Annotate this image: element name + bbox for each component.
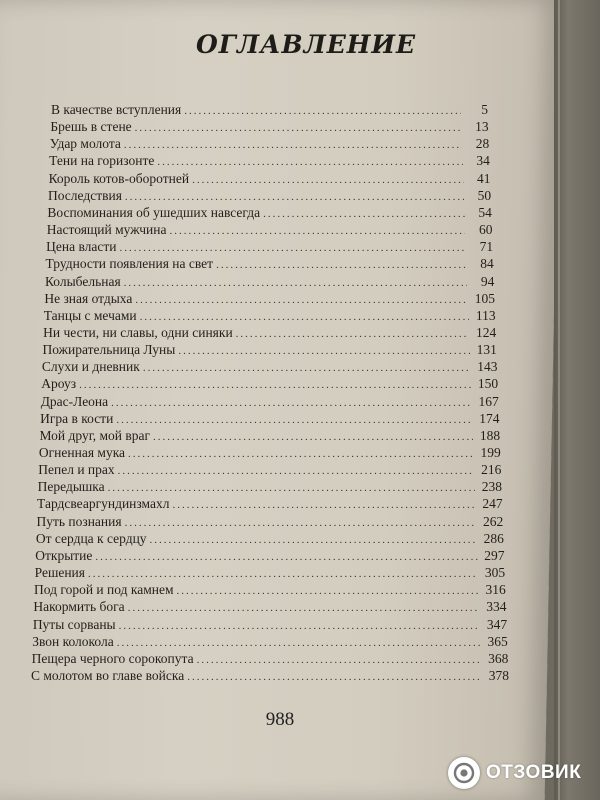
toc-leader-dots [177,584,479,598]
toc-leader-dots [117,636,481,650]
toc-entry-title: Цена власти [46,239,117,255]
toc-entry-title: Передышка [37,479,105,495]
toc-leader-dots [172,498,475,512]
toc-entry [43,323,496,341]
toc-entry-page: 347 [486,616,508,632]
toc-entry-page: 365 [487,633,508,649]
toc-entry-page: 199 [480,445,501,461]
toc-leader-dots [169,224,465,238]
toc-entry-title: Пещера черного сорокопута [31,650,194,666]
toc-entry [31,666,509,684]
toc-leader-dots [119,619,480,633]
toc-leader-dots [124,138,462,152]
toc-entry-page: 34 [476,153,490,169]
toc-entry [38,477,502,495]
toc-leader-dots [236,327,470,341]
toc-leader-dots [135,121,462,135]
toc-entry [48,186,491,204]
toc-entry-title: Игра в кости [40,410,114,426]
toc-entry [35,563,506,581]
toc-entry-page: 262 [483,513,504,529]
toc-leader-dots [178,344,470,358]
otzovik-logo-icon [448,757,480,789]
toc-entry-title: Тардсвеаргундинзмахл [37,496,170,512]
toc-entry [44,289,495,307]
toc-entry [36,529,504,547]
toc-leader-dots [216,258,467,272]
toc-entry [49,151,490,169]
toc-entry-page: 54 [478,204,492,220]
toc-entry-title: Решения [34,565,85,581]
toc-entry-page: 368 [488,650,509,666]
toc-leader-dots [79,378,471,392]
toc-entry-page: 71 [479,239,494,255]
toc-leader-dots [125,190,464,204]
watermark-text: ОТЗОВИК [486,762,582,783]
page-number: 988 [265,709,295,730]
toc-leader-dots [95,550,477,564]
toc-entry-page: 143 [477,359,498,375]
toc-entry-page: 167 [478,393,499,409]
toc-entry-page: 297 [484,547,505,563]
toc-entry-page: 316 [485,582,506,598]
toc-entry [41,392,499,410]
toc-entry-title: Пепел и прах [38,462,115,478]
toc-entry-title: Настоящий мужчина [46,222,167,238]
toc-entry [50,134,489,152]
toc-entry-page: 286 [483,530,504,546]
toc-entry-title: Слухи и дневник [41,359,140,375]
toc-entry-page: 28 [475,136,490,152]
toc-entry [46,254,494,272]
toc-entry-title: Огненная мука [38,445,126,461]
toc-entry-title: Драс-Леона [40,393,109,409]
toc-leader-dots [111,396,472,410]
toc-entry-title: Колыбельная [44,273,121,289]
toc-entry [42,357,498,375]
toc-entry-title: Мой друг, мой враг [39,427,151,443]
toc-entry [46,237,493,255]
toc-leader-dots [153,430,473,444]
toc-entry [44,306,496,324]
toc-entry-title: Звон колокола [32,633,114,649]
toc-entry-page: 131 [476,342,497,358]
toc-entry [35,546,504,564]
toc-entry [45,272,494,290]
toc-leader-dots [128,447,474,461]
toc-entry-page: 84 [480,256,494,272]
toc-heading: ОГЛАВЛЕНИЕ [196,30,417,59]
toc-entry-title: Путь познания [36,513,122,529]
toc-entry-title: Удар молота [49,136,121,152]
toc-entry-page: 13 [475,119,489,135]
toc-leader-dots [88,567,478,581]
toc-entry-title: Пожирательница Луны [42,342,176,358]
toc-entry [34,580,506,598]
toc-leader-dots [125,516,477,530]
toc-entry [39,426,500,444]
toc-leader-dots [143,361,471,375]
toc-entry-page: 105 [474,290,495,306]
toc-entry-page: 150 [477,376,499,392]
toc-entry-page: 334 [486,599,507,615]
toc-entry-page: 94 [480,273,495,289]
toc-leader-dots [184,104,461,118]
toc-entry-title: В качестве вступления [51,102,182,117]
toc-entry [32,632,508,650]
toc-entry-title: Брешь в стене [50,119,132,135]
toc-entry-title: Танцы с мечами [43,307,137,323]
toc-leader-dots [150,533,477,547]
toc-entry [43,340,497,358]
toc-entry-page: 216 [481,462,502,478]
toc-entry [36,512,503,530]
toc-entry-page: 378 [488,668,509,683]
toc-entry-title: Трудности появления на свет [45,256,214,272]
toc-entry-title: Последствия [47,187,122,203]
toc-entry [33,597,506,615]
toc-entry [37,494,503,512]
toc-leader-dots [140,310,469,324]
toc-entry-title: Открытие [35,547,93,563]
toc-leader-dots [108,481,475,495]
toc-leader-dots [120,241,467,255]
toc-entry-page: 60 [478,222,493,238]
toc-entry [40,409,499,427]
toc-entry-title: Не зная отдыха [44,290,133,306]
toc-entry [32,649,509,667]
toc-leader-dots [192,173,463,187]
toc-entry-page: 41 [477,170,491,186]
toc-entry [38,460,501,478]
toc-entry-title: Воспоминания об ушедших навсегда [47,204,261,220]
toc-entry-title: От сердца к сердцу [35,530,147,546]
toc-entry-page: 113 [475,307,496,323]
toc-entry-page: 124 [476,324,497,340]
otzovik-watermark [448,754,581,792]
toc-entry-title: Король котов-оборотней [48,170,190,186]
toc-entry-title: Накормить бога [33,599,125,615]
toc-entry-page: 50 [477,187,492,203]
toc-entry-title: Ни чести, ни славы, одни синяки [43,324,233,340]
toc-entry [47,220,493,238]
toc-entry-page: 188 [479,427,501,443]
toc-entry-title: Путы сорваны [32,616,116,632]
toc-entry [41,374,498,392]
toc-leader-dots [124,276,468,290]
toc-entry [49,169,491,187]
toc-entry-title: Ароуз [41,376,77,392]
toc-leader-dots [157,155,463,169]
toc-entry [33,615,507,633]
toc-entry [50,117,488,135]
toc-entry-title: Под горой и под камнем [34,582,174,598]
toc-leader-dots [197,653,482,667]
toc-leader-dots [263,207,465,221]
toc-leader-dots [187,670,482,684]
toc-entry-page: 305 [484,565,506,581]
toc-entry-page: 5 [481,102,488,117]
toc-entry-page: 238 [481,479,502,495]
toc-entry [47,203,491,221]
toc-entry-title: С молотом во главе войска [31,668,185,683]
toc-leader-dots [135,293,468,307]
toc-leader-dots [118,464,475,478]
toc-leader-dots [116,413,472,427]
toc-entry [51,100,488,118]
toc-leader-dots [128,601,480,615]
toc-entry-title: Тени на горизонте [49,153,155,169]
toc-entry [39,443,501,461]
toc-entry-page: 247 [482,496,503,512]
toc-entry-page: 174 [479,410,500,426]
